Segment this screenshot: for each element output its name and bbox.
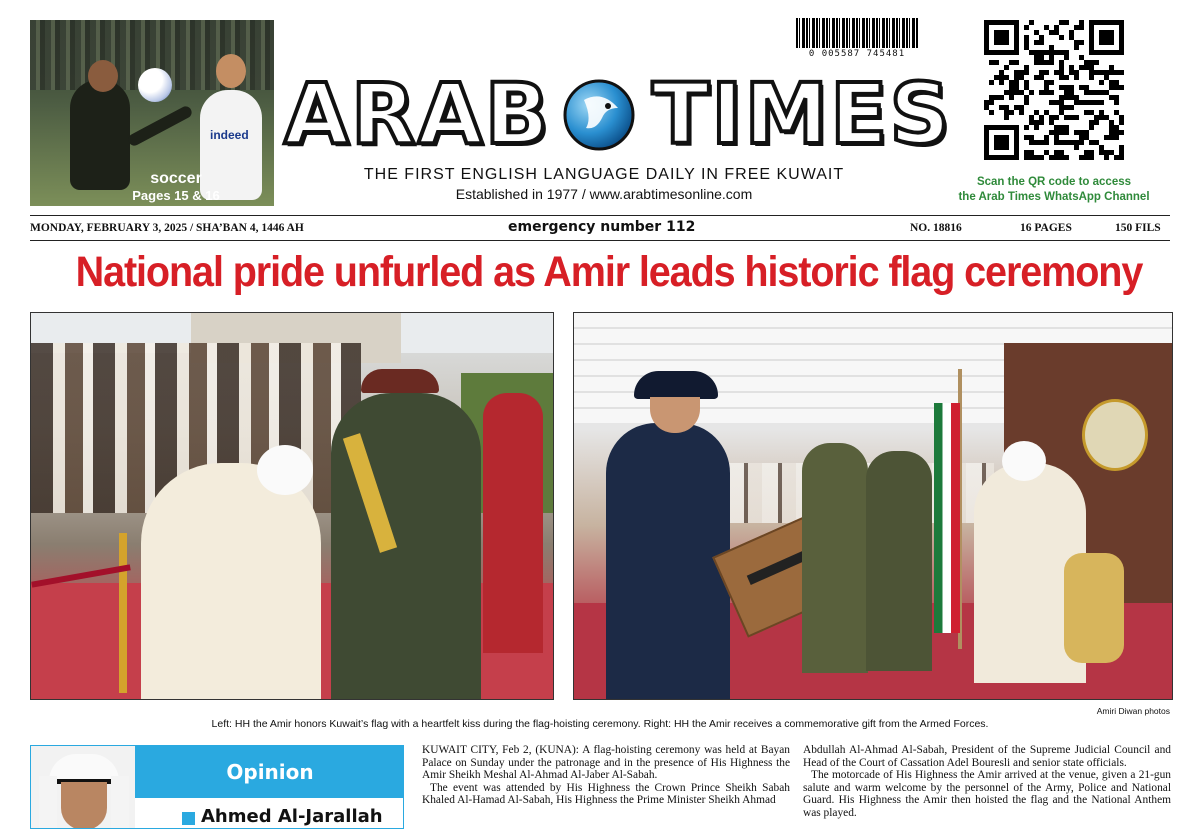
article-paragraph: KUWAIT CITY, Feb 2, (KUNA): A flag-hoisting ceremony was held at Bayan Palace on Sunday under the patronage and in the presence of His Highness the Amir Sheikh Meshal Al-Ahmad Al-Jaber Al-Sabah. xyxy=(422,744,790,782)
photo-caption: Left: HH the Amir honors Kuwait’s flag with a heartfelt kiss during the flag-hoisting ceremony. Right: HH the Amir receives a commemorative gift from the Armed Forces. xyxy=(211,718,989,730)
police-officer-uniform xyxy=(606,423,730,700)
army-officer-2 xyxy=(866,451,932,671)
logo-word-arab: ARAB xyxy=(284,65,551,163)
promo-pages: Pages 15 & 16 xyxy=(132,188,220,203)
kuwait-flag-icon xyxy=(934,403,960,633)
player-dark-head xyxy=(88,60,118,92)
amir-headdress-right xyxy=(1002,441,1046,481)
article-paragraph: Abdullah Al-Ahmad Al-Sabah, President of the Supreme Judicial Council and Head of the Court of Cassation Adel Bouresli and senior state officials. xyxy=(803,744,1171,769)
emergency-number: emergency number 112 xyxy=(508,219,696,235)
main-headline[interactable]: National pride unfurled as Amir leads historic flag ceremony xyxy=(75,248,1143,296)
masthead-established[interactable]: Established in 1977 / www.arabtimesonline.com xyxy=(455,186,753,202)
dateline-bar xyxy=(30,220,1170,238)
price: 150 FILS xyxy=(1115,222,1161,234)
logo-word-times: TIMES xyxy=(652,65,953,163)
amir-headdress xyxy=(257,445,313,495)
ghutra-headdress xyxy=(49,754,119,784)
issue-date: MONDAY, FEBRUARY 3, 2025 / SHA’BAN 4, 1446 AH xyxy=(30,222,304,234)
police-cap xyxy=(634,371,718,399)
photo-amir-receives-gift[interactable] xyxy=(573,312,1173,700)
player-white-head xyxy=(216,54,246,88)
opinion-banner xyxy=(135,746,404,798)
sponsor-text: indeed xyxy=(210,128,249,142)
opinion-author[interactable]: Ahmed Al-Jarallah xyxy=(201,806,383,827)
officer-cap xyxy=(361,369,439,393)
qr-note-line2: the Arab Times WhatsApp Channel xyxy=(958,191,1150,203)
promo-caption xyxy=(126,170,226,204)
top-rule xyxy=(30,215,1170,216)
opinion-label: Opinion xyxy=(226,760,314,784)
article-column-1 xyxy=(422,744,790,807)
author-portrait xyxy=(31,746,135,829)
author-bullet-icon xyxy=(182,812,195,825)
stanchion-post xyxy=(119,533,127,693)
qr-note-line1: Scan the QR code to access xyxy=(976,176,1132,188)
article-column-2 xyxy=(803,744,1171,820)
bottom-rule xyxy=(30,240,1170,241)
soccer-promo-photo[interactable] xyxy=(30,20,274,206)
article-paragraph: The motorcade of His Highness the Amir arrived at the venue, given a 21-gun salute and warm welcome by the personnel of the Army, Police and National Guard. His Highness the Amir then hoisted the flag and the National Anthem was played. xyxy=(803,769,1171,819)
qr-code-icon xyxy=(984,20,1124,160)
ghutra-right xyxy=(111,776,129,829)
page-count: 16 PAGES xyxy=(1020,222,1072,234)
photo-credit: Amiri Diwan photos xyxy=(1096,706,1170,716)
barcode-number: 0 005587 745481 xyxy=(808,49,906,59)
football-icon xyxy=(138,68,172,102)
ghutra-left xyxy=(39,776,57,829)
qr-note xyxy=(924,175,1184,205)
photo-amir-kissing-flag[interactable] xyxy=(30,312,554,700)
amir-robe xyxy=(141,463,321,700)
author-face xyxy=(61,782,107,829)
barcode-bars xyxy=(796,18,918,48)
ceremonial-guard xyxy=(483,393,543,653)
issue-number: NO. 18816 xyxy=(910,222,962,234)
whatsapp-qr-code[interactable] xyxy=(984,20,1124,160)
article-paragraph: The event was attended by His Highness the Crown Prince Sheikh Sabah Khaled Al-Hamad Al-Sabah, His Highness the Prime Minister Sheikh Ahmad xyxy=(422,781,790,807)
globe-eagle-icon xyxy=(562,78,636,152)
kuwait-emblem-icon xyxy=(1082,399,1148,471)
masthead-tagline: THE FIRST ENGLISH LANGUAGE DAILY IN FREE KUWAIT xyxy=(363,166,845,183)
masthead-logo[interactable] xyxy=(284,64,953,164)
promo-section: soccer xyxy=(150,170,202,187)
player-dark-kit xyxy=(70,80,130,190)
army-officer-1 xyxy=(802,443,868,673)
player-leg xyxy=(126,104,193,147)
gold-chair xyxy=(1064,553,1124,663)
barcode xyxy=(792,18,922,62)
